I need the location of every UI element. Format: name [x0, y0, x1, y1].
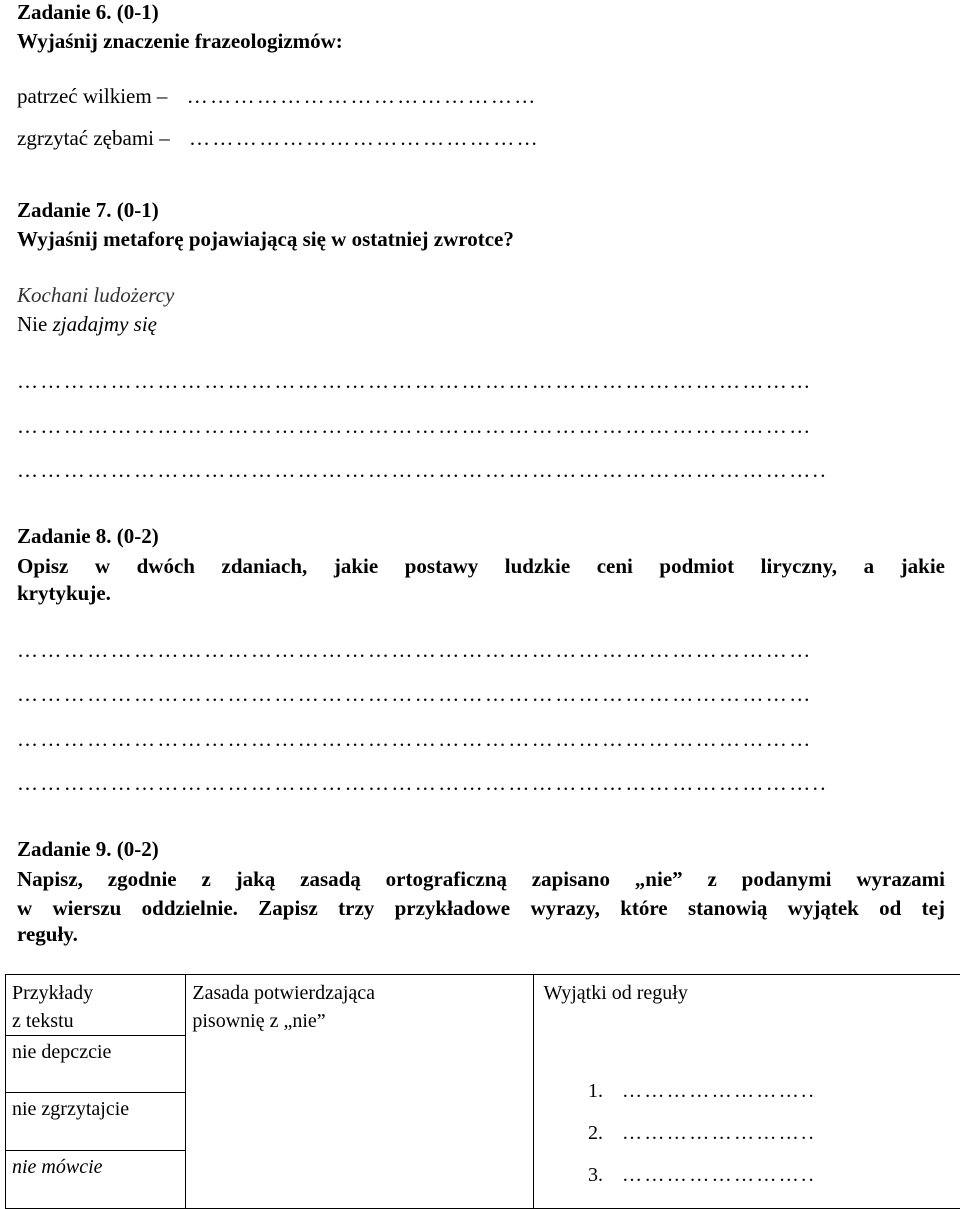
task7-heading: Zadanie 7. (0-1) [17, 198, 159, 222]
task8-instruction-line-1: Opisz w dwóch zdaniach, jakie postawy ludzkie ceni podmiot liryczny, a jakie [17, 554, 945, 578]
quote-line-1: Kochani ludożercy [17, 283, 175, 307]
exception-number: 1. [588, 1080, 603, 1102]
quote-line-2 [17, 312, 157, 337]
col2-header-line-1: Zasada potwierdzająca [192, 982, 376, 1004]
col1-header-line-1: Przykłady [12, 982, 94, 1004]
example-3: nie mówcie [12, 1156, 103, 1178]
exception-number: 2. [588, 1122, 603, 1144]
task6-instruction: Wyjaśnij znaczenie frazeologizmów: [17, 29, 343, 53]
example-cell-2 [6, 1093, 186, 1151]
answer-line[interactable]: ………………………………………………………………………………………… [17, 682, 813, 706]
example-cell-3 [6, 1151, 186, 1209]
answer-line[interactable]: ………………………………………………………………………………………… [17, 727, 813, 751]
task9-instruction-line-3: reguły. [17, 922, 78, 946]
answer-line[interactable]: ………………………………………………………………………………………….. [17, 771, 828, 795]
exception-answer-line[interactable]: …………………….. [622, 1080, 816, 1102]
exception-item-1[interactable] [588, 1080, 816, 1103]
example-cell-1 [6, 1036, 186, 1093]
exception-number: 3. [588, 1164, 603, 1186]
answer-line[interactable]: ………………………………………………………………………………………… [17, 414, 813, 438]
example-1: nie depczcie [12, 1041, 112, 1063]
answer-line[interactable]: ………………………………………………………………………………………….. [17, 458, 828, 482]
task8-heading: Zadanie 8. (0-2) [17, 524, 159, 548]
task9-heading: Zadanie 9. (0-2) [17, 837, 159, 861]
exception-answer-line[interactable]: …………………….. [622, 1122, 816, 1144]
task9-instruction-line-1: Napisz, zgodnie z jaką zasadą ortograficzną zapisano „nie” z podanymi wyrazami [17, 867, 945, 891]
phrase: patrzeć wilkiem – [17, 84, 168, 108]
col1-header-line-2: z tekstu [12, 1010, 74, 1032]
phrase: zgrzytać zębami – [17, 126, 170, 150]
quote-plain: Nie [17, 312, 53, 336]
task6-item-2 [17, 126, 540, 151]
example-2: nie zgrzytajcie [12, 1098, 130, 1120]
exception-item-3[interactable] [588, 1164, 816, 1187]
task6-heading: Zadanie 6. (0-1) [17, 0, 159, 24]
col2-header-line-2: pisownię z „nie” [192, 1010, 326, 1032]
task9-instruction-line-2: w wierszu oddzielnie. Zapisz trzy przykładowe wyrazy, które stanowią wyjątek od tej [17, 896, 945, 920]
task7-instruction: Wyjaśnij metaforę pojawiającą się w ostatniej zwrotce? [17, 227, 514, 251]
exception-answer-line[interactable]: …………………….. [622, 1164, 816, 1186]
quote-italic: zjadajmy się [52, 312, 157, 336]
answer-table [5, 974, 960, 1209]
col1-header [6, 975, 186, 1036]
answer-line[interactable]: ………………………………………………………………………………………… [17, 369, 813, 393]
answer-line[interactable]: ………………………………………………………………………………………… [17, 638, 813, 662]
rule-answer-cell[interactable] [186, 975, 533, 1209]
answer-line[interactable]: ……………………………………… [186, 84, 538, 108]
task8-instruction-line-2: krytykuje. [17, 581, 111, 605]
answer-line[interactable]: ……………………………………… [189, 126, 540, 150]
task6-item-1 [17, 84, 538, 109]
exception-item-2[interactable] [588, 1122, 816, 1145]
col3-header: Wyjątki od reguły [543, 982, 688, 1004]
